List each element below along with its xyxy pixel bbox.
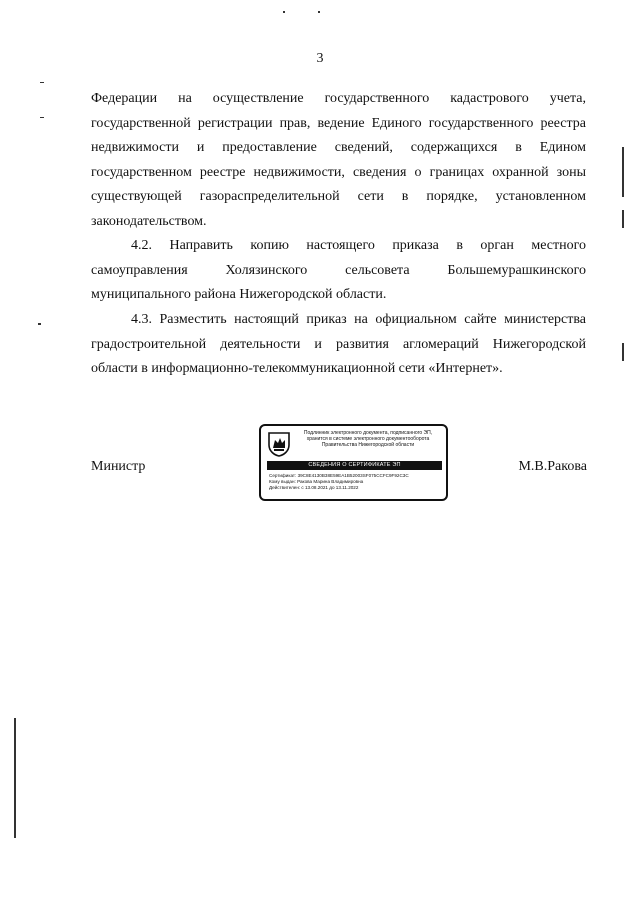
signer-title: Министр — [91, 459, 146, 474]
scan-artifact — [318, 11, 320, 13]
stamp-validity: Действителен: с 13.08.2021 до 13.11.2022 — [269, 485, 359, 490]
paragraph-4-3 — [91, 308, 586, 382]
text-line: Федерации на осуществление государственного кадастрового учета, — [91, 91, 586, 106]
text-line: самоуправления Холязинского сельсовета Большемурашкинского — [91, 262, 586, 278]
signer-name: М.В.Ракова — [518, 459, 587, 474]
text-line: законодательством. — [91, 213, 207, 229]
stamp-header-line: Подлинник электронного документа, подписанного ЭП, — [303, 430, 433, 436]
scan-artifact — [622, 210, 624, 228]
scan-artifact — [40, 117, 44, 118]
scan-artifact — [38, 323, 41, 325]
text-line: области в информационно-телекоммуникационной сети «Интернет». — [91, 361, 503, 377]
stamp-header — [293, 430, 443, 448]
text-line: градостроительной деятельности и развития агломераций Нижегородской — [91, 336, 586, 352]
scan-artifact — [40, 82, 44, 83]
scan-artifact — [622, 147, 624, 197]
stamp-certificate: Сертификат: 39C8E4130B38E59EA1B52003SF075CCFC9F92C3C — [269, 473, 409, 478]
text-line: государственной регистрации прав, ведение Единого государственного реестра — [91, 115, 586, 131]
electronic-signature-stamp — [259, 424, 448, 501]
text-line: существующей газораспределительной сети в порядке, установленном — [91, 189, 586, 205]
stamp-details — [269, 473, 445, 491]
text-line: государственном реестре недвижимости, сведения о границах охранной зоны — [91, 164, 586, 180]
coat-of-arms-icon — [267, 431, 291, 457]
text-line: недвижимости и предоставление сведений, содержащихся в Едином — [91, 140, 586, 156]
text-line: 4.2. Направить копию настоящего приказа в орган местного — [131, 238, 586, 253]
scan-artifact — [283, 11, 285, 13]
paragraph-4-2 — [91, 234, 586, 308]
page-number: 3 — [316, 51, 324, 66]
text-line: муниципального района Нижегородской области. — [91, 287, 387, 303]
stamp-header-line: хранится в системе электронного документооборота — [306, 436, 430, 442]
text-line: 4.3. Разместить настоящий приказ на официальном сайте министерства — [131, 312, 586, 327]
stamp-banner: СВЕДЕНИЯ О СЕРТИФИКАТЕ ЭП — [267, 461, 442, 470]
scan-artifact — [14, 718, 16, 838]
stamp-header-line: Правительства Нижегородской области — [321, 442, 415, 448]
stamp-issued-to: Кому выдан: Ракова Марина Владимировна — [269, 479, 364, 484]
scan-artifact — [622, 343, 624, 361]
paragraph-continuation — [91, 87, 586, 235]
